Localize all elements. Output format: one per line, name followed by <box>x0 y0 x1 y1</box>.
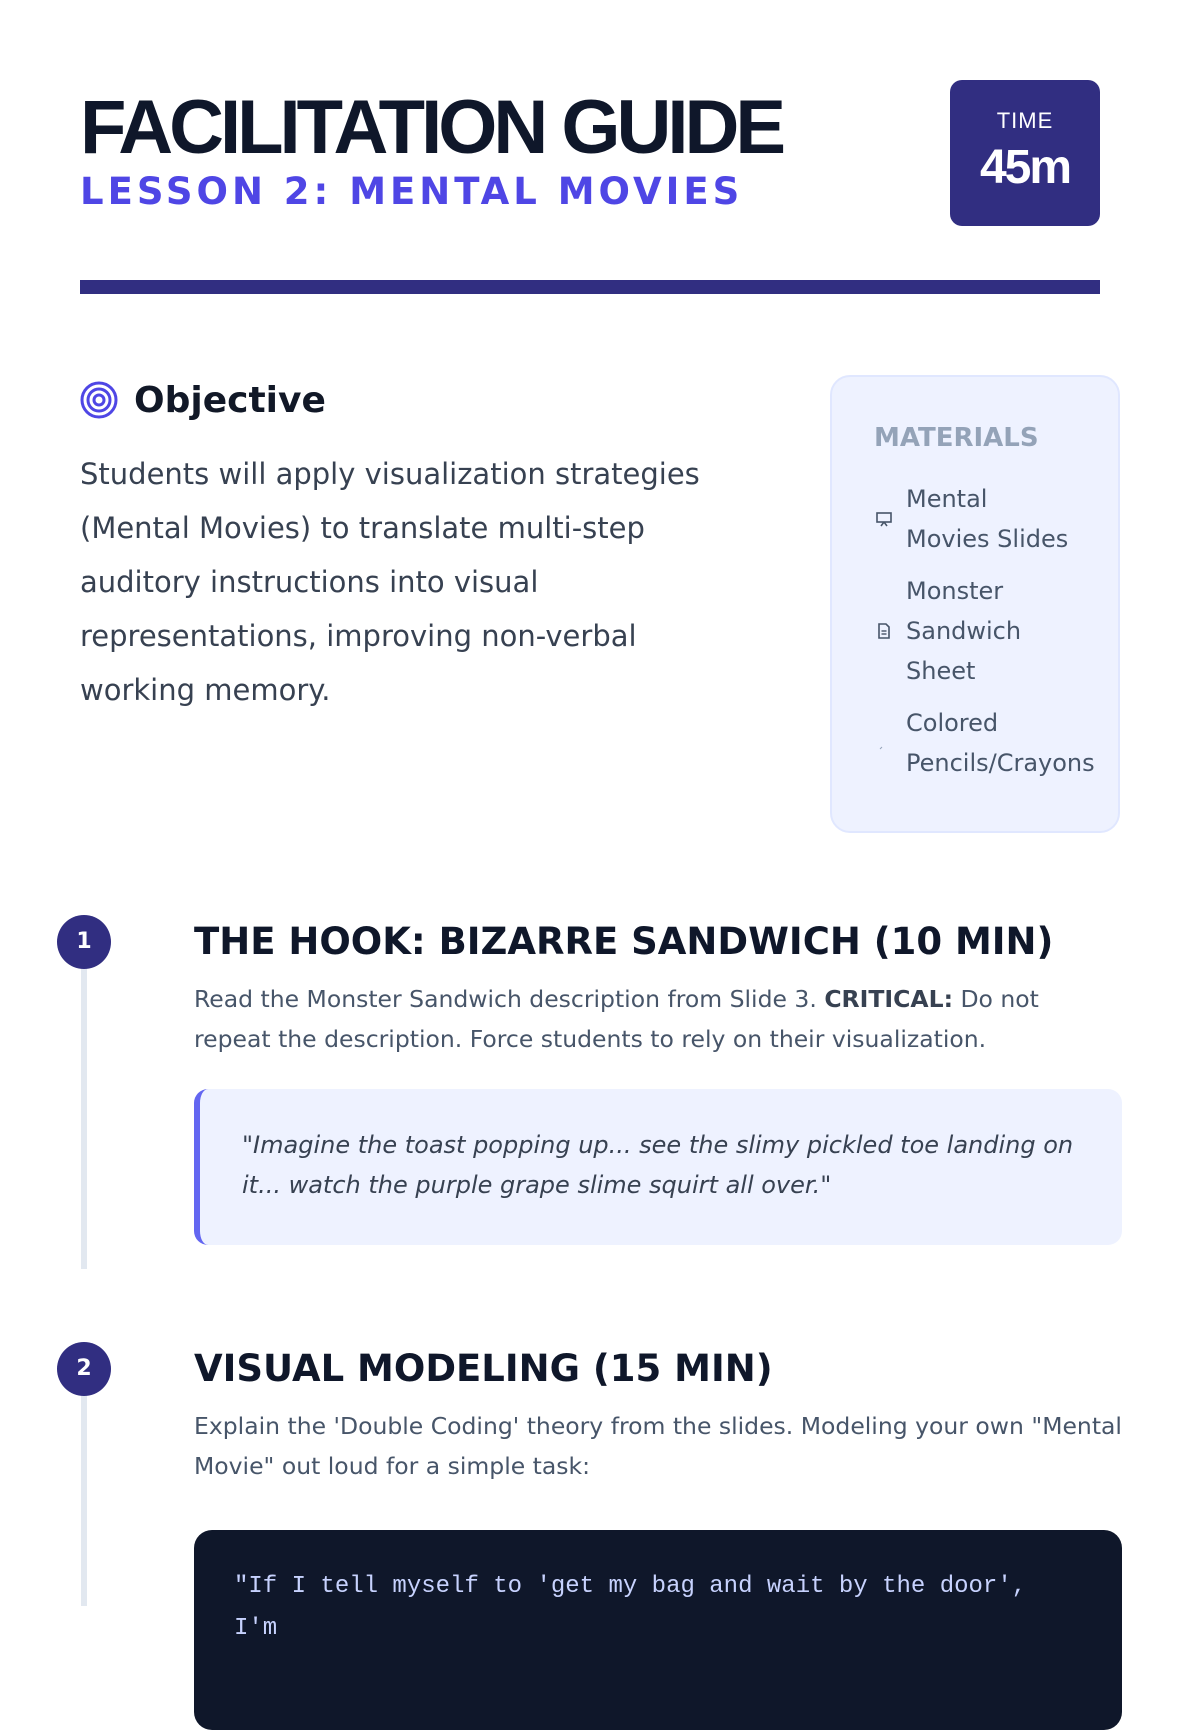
page-title: FACILITATION GUIDE <box>80 85 783 170</box>
step-text-intro: Read the Monster Sandwich description from Slide 3. <box>194 985 825 1013</box>
material-label: Mental Movies Slides <box>906 485 1069 553</box>
presentation-icon <box>874 510 894 528</box>
header-divider <box>80 280 1100 294</box>
document-icon <box>874 622 894 640</box>
step-2 <box>57 1342 1122 1642</box>
list-item <box>874 479 1078 559</box>
material-label: Colored Pencils/Crayons <box>906 709 1095 777</box>
objective-text: Students will apply visualization strategies (Mental Movies) to translate multi-step auditory instructions into visual representations, improving non-verbal working memory. <box>80 457 700 707</box>
time-label: TIME <box>996 108 1054 133</box>
timeline-line <box>81 969 87 1269</box>
time-badge <box>950 80 1100 226</box>
step-body <box>194 1342 1122 1730</box>
target-icon <box>80 381 118 419</box>
critical-label: CRITICAL: <box>824 985 953 1013</box>
header <box>80 80 1100 230</box>
step-number-badge: 2 <box>57 1342 111 1396</box>
step-text-rest: Do not repeat the description. Force students to rely on their visualization. <box>194 985 1039 1053</box>
materials-list <box>874 479 1095 783</box>
materials-title: MATERIALS <box>874 423 1039 453</box>
step-body <box>194 915 1122 1245</box>
step-1 <box>57 915 1122 1275</box>
time-value: 45m <box>979 141 1071 194</box>
step-title: VISUAL MODELING (15 MIN) <box>194 1347 773 1390</box>
timeline-line <box>81 1396 87 1606</box>
objective-header <box>80 375 730 425</box>
list-item <box>874 571 1078 691</box>
list-item <box>874 703 1095 783</box>
pencil-icon <box>874 734 894 752</box>
step-title: THE HOOK: BIZARRE SANDWICH (10 MIN) <box>194 920 1054 963</box>
material-label: Monster Sandwich Sheet <box>906 577 1022 685</box>
modeling-script-box: "If I tell myself to 'get my bag and wait by the door', I'm <box>194 1530 1122 1730</box>
objective-section <box>80 375 730 717</box>
step-number-badge: 1 <box>57 915 111 969</box>
lesson-subtitle: LESSON 2: MENTAL MOVIES <box>80 170 744 213</box>
example-quote: "Imagine the toast popping up... see the slimy pickled toe landing on it... watch the purple grape slime squirt all over." <box>194 1089 1122 1245</box>
materials-panel <box>830 375 1120 833</box>
objective-title: Objective <box>134 379 326 421</box>
step-text: Explain the 'Double Coding' theory from the slides. Modeling your own "Mental Movie" out loud for a simple task: <box>194 1412 1122 1480</box>
step-text <box>194 979 1122 1059</box>
